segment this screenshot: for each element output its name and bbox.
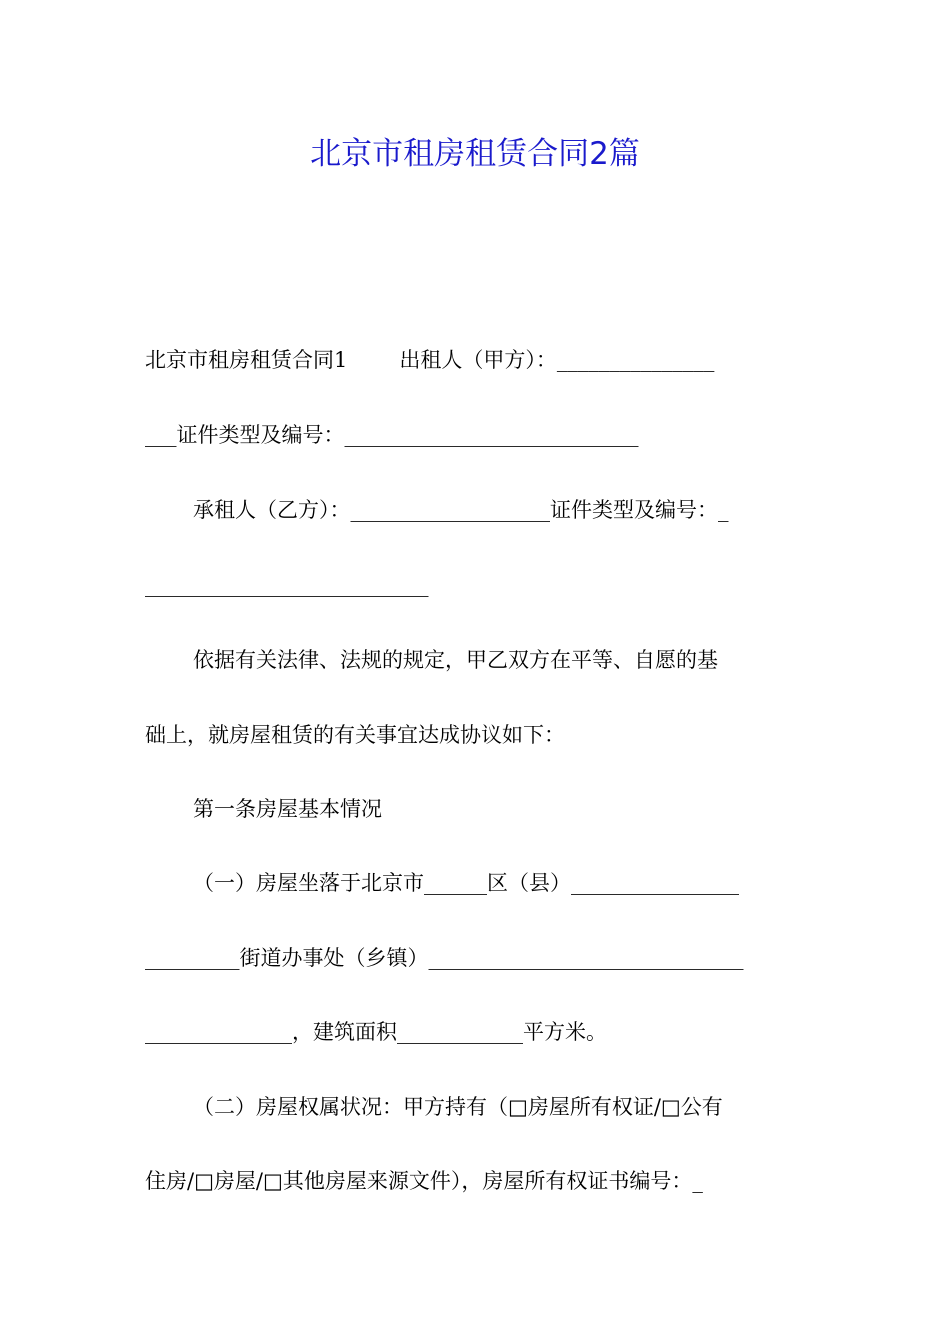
district-name-blank: ________________ <box>571 871 739 895</box>
paragraph-basis-line-2 <box>145 715 807 755</box>
contract-heading: 北京市租房租赁合同1 <box>145 348 348 372</box>
ownership-line-2 <box>145 1161 807 1201</box>
lessor-label: 出租人（甲方）： <box>399 348 557 372</box>
location-line-1 <box>193 863 807 903</box>
paragraph-basis-line-1 <box>193 640 807 680</box>
lessee-id-blank: ___________________________ <box>145 573 429 597</box>
area-blank: ____________ <box>397 1020 523 1044</box>
lessor-blank: _______________ <box>556 348 715 372</box>
street-office-blank: ______________________________ <box>428 946 744 970</box>
lessor-id-line <box>145 415 807 455</box>
lessee-id-blank-line <box>145 565 807 605</box>
area-line <box>145 1012 807 1052</box>
lessee-label: 承租人（乙方）： <box>193 498 351 522</box>
lessee-line <box>193 490 807 530</box>
paragraph-basis-text-1: 依据有关法律、法规的规定，甲乙双方在平等、自愿的基 <box>193 648 718 672</box>
street-blank: _________ <box>145 946 240 970</box>
lessor-id-blank: ____________________________ <box>344 423 639 447</box>
address-blank: ______________ <box>145 1020 292 1044</box>
area-label: ，建筑面积 <box>292 1020 397 1044</box>
ownership-text-2: 住房/□房屋/□其他房屋来源文件），房屋所有权证书编号：_ <box>145 1169 703 1193</box>
district-label: 区（县） <box>487 871 571 895</box>
lessee-blank: ___________________ <box>350 498 550 522</box>
ownership-line-1 <box>193 1087 807 1127</box>
lessor-line <box>145 340 807 380</box>
street-office-label: 街道办事处（乡镇） <box>239 946 429 970</box>
document-title: 北京市租房租赁合同2篇 <box>310 136 640 172</box>
article-one-title: 第一条房屋基本情况 <box>193 797 382 821</box>
ownership-text-1: （二）房屋权属状况：甲方持有（□房屋所有权证/□公有 <box>193 1095 723 1119</box>
location-label: （一）房屋坐落于北京市 <box>193 871 424 895</box>
area-unit: 平方米。 <box>523 1020 607 1044</box>
lessor-id-label: ___证件类型及编号： <box>145 423 345 447</box>
location-line-2 <box>145 938 807 978</box>
lessee-id-label: 证件类型及编号：_ <box>550 498 729 522</box>
district-blank: ______ <box>424 871 487 895</box>
paragraph-basis-text-2: 础上，就房屋租赁的有关事宜达成协议如下： <box>145 723 565 747</box>
article-one-heading <box>193 789 807 829</box>
